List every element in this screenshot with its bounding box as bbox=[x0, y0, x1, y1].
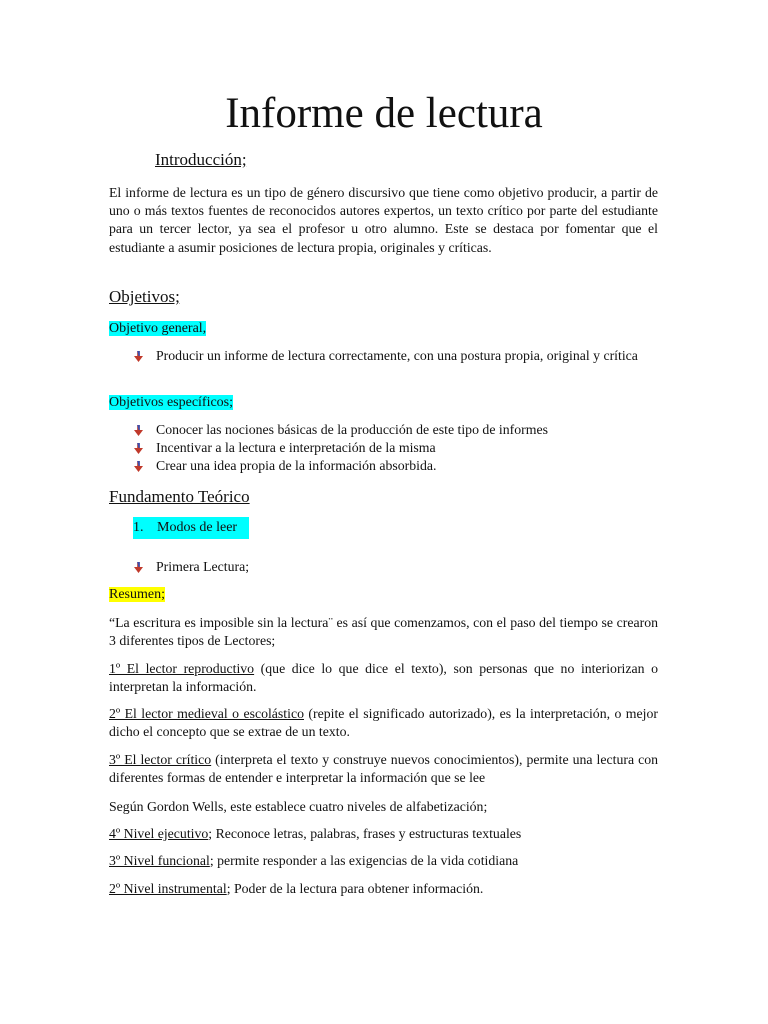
literacy-level-4-term: 4º Nivel ejecutivo bbox=[109, 826, 209, 841]
intro-heading: Introducción; bbox=[155, 150, 247, 169]
reading-list bbox=[132, 558, 662, 576]
arrow-bullet-icon bbox=[133, 351, 144, 362]
arrow-bullet-icon bbox=[133, 443, 144, 454]
literacy-level-3-desc: ; permite responder a las exigencias de la vida cotidiana bbox=[209, 853, 519, 868]
intro-paragraph: El informe de lectura es un tipo de género discursivo que tiene como objetivo producir, a partir de uno o más textos fuentes de reconocidos autores expertos, un texto crítico por parte del estudiante para un tercer lector, ya sea el profesor u otro alumno. Este se destaca por fomentar que el estudiante a asumir posiciones de lectura propia, originales y críticas. bbox=[109, 185, 658, 255]
bullet-text: Incentivar a la lectura e interpretación de la misma bbox=[156, 440, 436, 456]
specific-objectives-heading bbox=[109, 393, 233, 412]
arrow-bullet-icon bbox=[133, 461, 144, 472]
list-item bbox=[132, 558, 662, 576]
bullet-text: Primera Lectura; bbox=[156, 559, 250, 574]
reader-type-2-desc: (repite el significado autorizado), es la interpretación, o mejor dicho el concepto que se extrae de un texto. bbox=[109, 706, 658, 740]
general-objective-heading bbox=[109, 319, 206, 338]
reader-type-3-term: 3º El lector crítico bbox=[109, 752, 212, 767]
specific-objectives-list bbox=[132, 421, 662, 476]
reader-type-1 bbox=[109, 660, 658, 696]
list-item bbox=[132, 457, 662, 475]
arrow-bullet-icon bbox=[133, 562, 144, 573]
objectives-heading: Objetivos; bbox=[109, 287, 180, 306]
modes-of-reading-item bbox=[133, 517, 249, 539]
list-item bbox=[132, 347, 662, 365]
summary-label: Resumen; bbox=[109, 587, 165, 602]
list-item bbox=[132, 421, 662, 439]
list-number: 1. bbox=[133, 520, 144, 535]
literacy-level-2 bbox=[109, 880, 658, 898]
modes-label: Modos de leer bbox=[157, 520, 238, 535]
literacy-level-2-term: 2º Nivel instrumental bbox=[109, 881, 227, 896]
literacy-level-3 bbox=[109, 852, 658, 870]
theory-heading: Fundamento Teórico bbox=[109, 487, 250, 506]
list-item bbox=[132, 439, 662, 457]
bullet-text: Conocer las nociones básicas de la producción de este tipo de informes bbox=[156, 422, 548, 437]
literacy-level-2-desc: ; Poder de la lectura para obtener información. bbox=[226, 881, 484, 896]
wells-paragraph: Según Gordon Wells, este establece cuatro niveles de alfabetización; bbox=[109, 799, 488, 814]
arrow-bullet-icon bbox=[133, 425, 144, 436]
summary-paragraph: “La escritura es imposible sin la lectura¨ es así que comenzamos, con el paso del tiempo se crearon 3 diferentes tipos de Lectores; bbox=[109, 615, 658, 649]
reader-type-1-desc: (que dice lo que dice el texto), son personas que no interiorizan o interpretan la información. bbox=[109, 661, 659, 695]
reader-type-2 bbox=[109, 705, 658, 741]
document-title: Informe de lectura bbox=[225, 90, 543, 137]
literacy-level-4 bbox=[109, 825, 658, 843]
general-objectives-list bbox=[132, 347, 662, 365]
summary-heading bbox=[109, 585, 165, 604]
reader-type-1-term: 1º El lector reproductivo bbox=[109, 661, 255, 676]
bullet-text: Crear una idea propia de la información absorbida. bbox=[156, 458, 437, 474]
general-objective-label: Objetivo general, bbox=[109, 321, 207, 336]
literacy-level-3-term: 3º Nivel funcional bbox=[109, 853, 210, 868]
reader-type-2-term: 2º El lector medieval o escolástico bbox=[109, 706, 304, 721]
specific-objectives-label: Objetivos específicos; bbox=[109, 395, 234, 410]
literacy-level-4-desc: ; Reconoce letras, palabras, frases y estructuras textuales bbox=[208, 826, 522, 841]
bullet-text: Producir un informe de lectura correctamente, con una postura propia, original y crítica bbox=[156, 348, 638, 363]
reader-type-3 bbox=[109, 751, 658, 787]
reader-type-3-desc: (interpreta el texto y construye nuevos conocimientos), permite una lectura con diferentes formas de entender e interpretar la información que se lee bbox=[109, 752, 659, 786]
